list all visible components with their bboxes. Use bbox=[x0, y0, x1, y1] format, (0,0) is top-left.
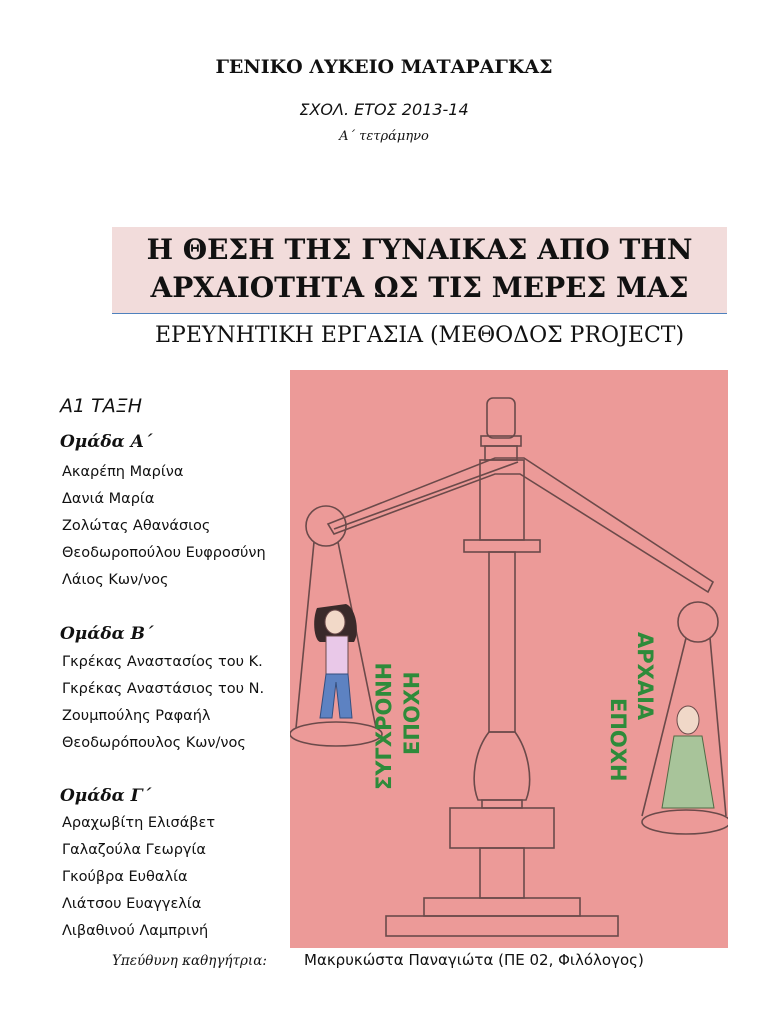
team-a-member: Δανιά Μαρία bbox=[62, 491, 155, 507]
team-c-member: Γαλαζούλα Γεωργία bbox=[62, 842, 206, 858]
team-b-member: Ζουμπούλης Ραφαήλ bbox=[62, 708, 211, 724]
team-a-member: Ζολώτας Αθανάσιος bbox=[62, 518, 211, 534]
school-name: ΓΕΝΙΚΟ ΛΥΚΕΙΟ ΜΑΤΑΡΑΓΚΑΣ bbox=[215, 56, 553, 78]
team-b-member: Γκρέκας Αναστασίος του Κ. bbox=[62, 654, 263, 670]
left-text-2: ΕΠΟΧΗ bbox=[400, 671, 424, 755]
teacher-name: Μακρυκώστα Παναγιώτα (ΠΕ 02, Φιλόλογος) bbox=[304, 951, 644, 969]
team-a-member: Θεοδωροπούλου Ευφροσύνη bbox=[62, 545, 266, 561]
team-b-member: Γκρέκας Αναστάσιος του Ν. bbox=[62, 681, 265, 697]
term: Α΄ τετράμηνο bbox=[339, 129, 429, 144]
team-b-member: Θεοδωρόπουλος Κων/νος bbox=[62, 735, 246, 751]
school-year: ΣΧΟΛ. ΕΤΟΣ 2013-14 bbox=[299, 100, 469, 119]
right-text-2: ΕΠΟΧΗ bbox=[606, 698, 630, 782]
title-box bbox=[112, 227, 727, 314]
team-c-member: Αραχωβίτη Ελισάβετ bbox=[62, 815, 216, 831]
teacher-label: Υπεύθυνη καθηγήτρια: bbox=[112, 953, 267, 969]
left-text-1: ΣΥΓΧΡΟΝΗ bbox=[372, 662, 396, 790]
class-label: Α1 ΤΑΞΗ bbox=[60, 395, 143, 417]
team-a-member: Ακαρέπη Μαρίνα bbox=[62, 464, 184, 480]
team-c-heading: Ομάδα Γ΄ bbox=[60, 786, 152, 806]
team-c-member: Λιάτσου Ευαγγελία bbox=[62, 896, 202, 912]
team-c-member: Γκούβρα Ευθαλία bbox=[62, 869, 188, 885]
team-a-heading: Ομάδα Α΄ bbox=[60, 432, 153, 452]
scale-drawing bbox=[290, 370, 728, 948]
right-text-1: ΑΡΧΑΙΑ bbox=[633, 632, 657, 721]
title-line-2: ΑΡΧΑΙΟΤΗΤΑ ΩΣ ΤΙΣ ΜΕΡΕΣ ΜΑΣ bbox=[150, 271, 689, 304]
subtitle: ΕΡΕΥΝΗΤΙΚΗ ΕΡΓΑΣΙΑ (ΜΕΘΟΔΟΣ PROJECT) bbox=[154, 323, 685, 348]
drawing-background bbox=[290, 370, 728, 948]
team-a-member: Λάιος Κων/νος bbox=[62, 572, 169, 588]
team-c-member: Λιβαθινού Λαμπρινή bbox=[62, 923, 209, 939]
team-b-heading: Ομάδα Β΄ bbox=[60, 624, 154, 644]
title-line-1: Η ΘΕΣΗ ΤΗΣ ΓΥΝΑΙΚΑΣ ΑΠΟ ΤΗΝ bbox=[146, 233, 693, 266]
